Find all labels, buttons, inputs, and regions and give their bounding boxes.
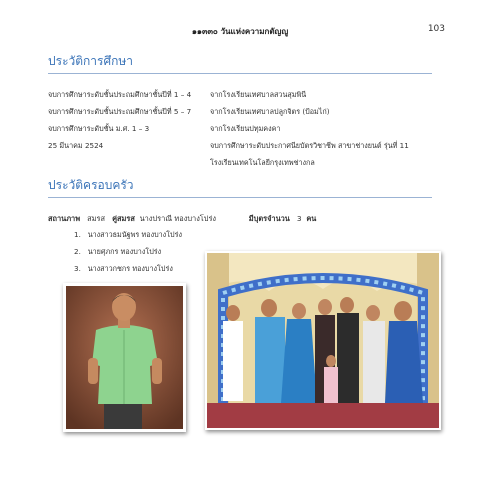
- education-rule: [48, 73, 432, 74]
- child-number: 1.: [74, 230, 81, 239]
- status-label: สถานภาพ: [48, 214, 81, 223]
- education-row-5-right: โรงเรียนเทคโนโลยีกรุงเทพช่างกล: [210, 158, 315, 167]
- education-row-2-left: จบการศึกษาระดับชั้นประถมศึกษาชั้นปีที่ 5 – 7: [48, 107, 192, 116]
- page-number: 103: [427, 24, 445, 34]
- education-row-1-right: จากโรงเรียนเทศบาลสวนสุมพินี: [210, 90, 307, 99]
- education-row-3-right: จากโรงเรียนปทุมคงคา: [210, 124, 281, 133]
- spouse-label: คู่สมรส: [112, 214, 135, 223]
- education-row-2-right: จากโรงเรียนเทศบาลปลูกจิตร (ป้อมไก่): [210, 107, 330, 116]
- child-item-3: [74, 264, 173, 275]
- children-unit: คน: [306, 214, 317, 223]
- education-row-4-right: จบการศึกษาระดับประกาศนียบัตรวิชาชีพ สาขาช่างยนต์ รุ่นที่ 11: [210, 141, 409, 150]
- portrait-photo: [63, 283, 186, 432]
- status-value: สมรส: [87, 214, 106, 223]
- spouse-value: นางปราณี ทองบางโปร่ง: [139, 214, 217, 223]
- child-name: นางสาวธมนัฐพร ทองบางโปร่ง: [87, 230, 182, 239]
- family-heading: ประวัติครอบครัว: [48, 178, 134, 192]
- child-item-2: [74, 247, 161, 258]
- child-number: 2.: [74, 247, 81, 256]
- education-row-3-left: จบการศึกษาระดับชั้น ม.ศ. 1 – 3: [48, 124, 150, 133]
- education-heading: ประวัติการศึกษา: [48, 54, 134, 68]
- children-label: มีบุตรจำนวน: [248, 214, 290, 223]
- child-name: นายศุภกร ทองบางโปร่ง: [87, 247, 162, 256]
- family-group-photo: [205, 251, 441, 430]
- page-header-title: ๑๑๓๓๐ วันแห่งความกตัญญู: [191, 27, 289, 36]
- family-rule: [48, 197, 432, 198]
- family-group-photo-image: [207, 253, 439, 428]
- education-row-4-left: 25 มีนาคม 2524: [48, 141, 104, 150]
- child-name: นางสาวกชกร ทองบางโปร่ง: [87, 264, 173, 273]
- portrait-photo-image: [66, 286, 183, 429]
- child-number: 3.: [74, 264, 81, 273]
- education-row-1-left: จบการศึกษาระดับชั้นประถมศึกษาชั้นปีที่ 1 – 4: [48, 90, 192, 99]
- child-item-1: [74, 230, 182, 241]
- children-count: 3: [296, 214, 302, 223]
- family-summary-line: [48, 213, 316, 225]
